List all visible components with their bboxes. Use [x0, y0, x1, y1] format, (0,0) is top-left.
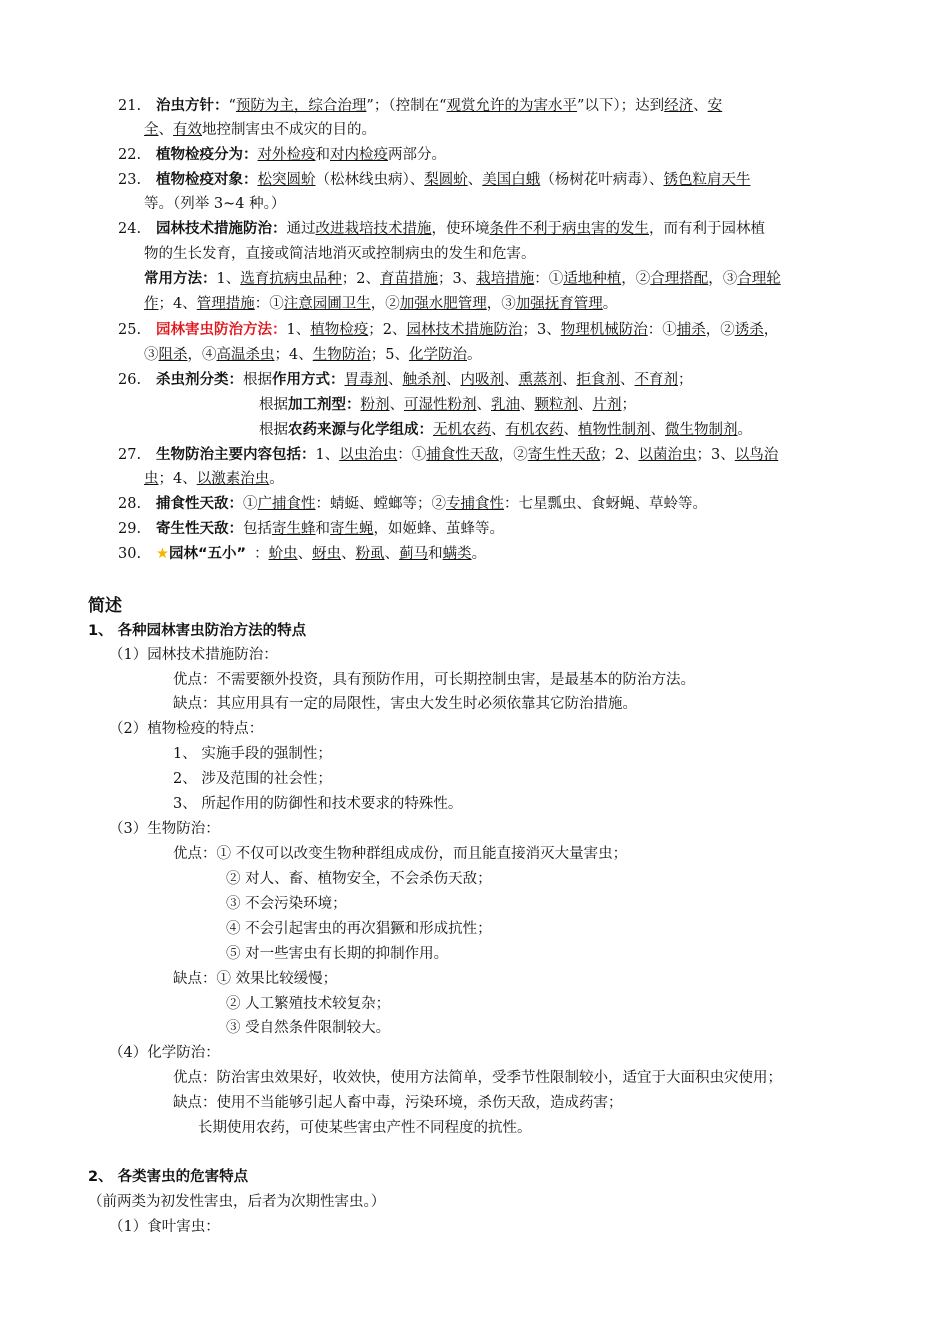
text: 1、	[286, 322, 311, 338]
text: ；5、	[370, 347, 409, 363]
key-term: 合理搭配	[650, 271, 709, 287]
text: ；4、	[158, 296, 197, 312]
text: “	[228, 98, 236, 114]
item-number: 21.	[118, 98, 142, 114]
text: ；3、	[696, 447, 735, 463]
text: 、	[520, 397, 535, 413]
item-label: 园林技术措施防治：	[156, 221, 287, 237]
key-term: 寄生蝇	[330, 521, 374, 537]
key-term: 有效	[173, 122, 202, 138]
disadvantage-text: 缺点：① 效果比较缓慢；	[173, 971, 338, 987]
key-term: 经济	[664, 98, 694, 114]
key-term: 适地种植	[563, 271, 622, 287]
text: 、	[384, 546, 400, 562]
key-term: 乳油	[491, 397, 520, 413]
key-term: 拒食剂	[576, 372, 620, 388]
text: 、	[650, 422, 665, 438]
text: ①	[243, 496, 258, 512]
key-term: 广捕食性	[257, 496, 316, 512]
key-term: 全	[144, 122, 159, 138]
advantage-text: 优点：不需要额外投资，具有预防作用，可长期控制虫害，是最基本的防治方法。	[173, 672, 695, 688]
text: ”；（控制在“	[366, 98, 447, 114]
text: ：①	[397, 447, 427, 463]
text: 。	[471, 546, 487, 562]
key-term: 螨类	[442, 546, 472, 562]
item-27	[118, 445, 778, 465]
key-term: 阻杀	[158, 347, 188, 363]
key-term: 观赏允许的为害水平	[446, 98, 577, 114]
text: 、	[578, 397, 593, 413]
text: ；2、	[368, 322, 407, 338]
text: ；3、	[522, 322, 561, 338]
key-term: 松突圆蚧	[257, 172, 316, 188]
advantage-text: 优点：① 不仅可以改变生物种群组成成份，而且能直接消灭大量害虫；	[173, 846, 628, 862]
text: ，②	[370, 296, 400, 312]
key-term: 锈色粒肩天牛	[663, 172, 751, 188]
text: ，④	[187, 347, 217, 363]
advantage-text: ④ 不会引起害虫的再次猖獗和形成抗性；	[226, 921, 492, 937]
key-term: 蓟马	[399, 546, 429, 562]
key-term: 不育剂	[634, 372, 678, 388]
list-item: 1、 实施手段的强制性；	[173, 746, 332, 762]
text: 和	[315, 521, 330, 537]
text: ：①	[647, 322, 677, 338]
advantage-text: 优点：防治害虫效果好，收效快，使用方法简单，受季节性限制较小，适宜于大面积虫灾使用；	[173, 1070, 782, 1086]
subsection-title: 2、 各类害虫的危害特点	[88, 1169, 249, 1185]
text: 和	[315, 147, 330, 163]
text: ”以下）；达到	[577, 98, 665, 114]
key-term: 植物检疫	[310, 322, 369, 338]
item-25	[118, 320, 778, 340]
text: 、	[388, 372, 403, 388]
key-term: 以鸟治	[734, 447, 779, 463]
text: 、	[297, 546, 313, 562]
text: ：蜻蜓、螳螂等；②	[315, 496, 446, 512]
item-28	[118, 494, 707, 514]
item-number: 26.	[118, 372, 142, 388]
text: ；4、	[274, 347, 313, 363]
key-term: 物理机械防治	[560, 322, 648, 338]
method-heading: （4）化学防治：	[109, 1045, 220, 1061]
item-number: 22.	[118, 147, 142, 163]
disadvantage-text: 长期使用农药，可使某些害虫产性不同程度的抗性。	[198, 1120, 532, 1136]
item-number: 29.	[118, 521, 142, 537]
text: 。	[466, 347, 482, 363]
text: ，③	[486, 296, 516, 312]
item-24-methods	[144, 269, 781, 289]
key-term: 粉剂	[360, 397, 390, 413]
key-term: 加强水肥管理	[399, 296, 487, 312]
list-item: 2、 涉及范围的社会性；	[173, 771, 332, 787]
text: ：	[254, 546, 269, 562]
subsection-title: 1、 各种园林害虫防治方法的特点	[88, 623, 307, 639]
note-text: （前两类为初发性害虫，后者为次期性害虫。）	[88, 1194, 386, 1210]
text: ，②	[498, 447, 528, 463]
sub-label: 作用方式：	[272, 372, 345, 388]
text: 、	[562, 372, 577, 388]
text: 两部分。	[388, 147, 446, 163]
key-term: 高温杀虫	[216, 347, 275, 363]
advantage-text: ⑤ 对一些害虫有长期的抑制作用。	[226, 946, 449, 962]
item-label: 治虫方针：	[156, 98, 229, 114]
item-number: 23.	[118, 172, 142, 188]
key-term: 可湿性粉剂	[404, 397, 477, 413]
text: 包括	[243, 521, 272, 537]
text: （松林线虫病）、	[315, 172, 425, 188]
methods-label: 常用方法：	[144, 271, 217, 287]
key-term: 粉虱	[355, 546, 385, 562]
key-term: 熏蒸剂	[518, 372, 562, 388]
disadvantage-text: ② 人工繁殖技术较复杂；	[226, 996, 391, 1012]
key-term: 以虫治虫	[339, 447, 398, 463]
key-term: 改进栽培技术措施	[315, 221, 432, 237]
item-26-row3	[259, 420, 752, 440]
disadvantage-text: 缺点：使用不当能够引起人畜中毒，污染环境，杀伤天敌，造成药害；	[173, 1095, 623, 1111]
text: 1、	[216, 271, 241, 287]
text: ：①	[534, 271, 564, 287]
text: 物的生长发育，直接或简洁地消灭或控制病虫的发生和危害。	[144, 246, 536, 262]
key-term: 以菌治虫	[638, 447, 697, 463]
key-term: 以激素治虫	[196, 471, 270, 487]
item-30	[118, 544, 486, 564]
text: ，	[763, 322, 779, 338]
sub-label: 农药来源与化学组成：	[288, 422, 433, 438]
item-24-methods-cont	[144, 294, 617, 314]
text: ，②	[705, 322, 735, 338]
key-term: 蚧虫	[268, 546, 298, 562]
text: ；3、	[437, 271, 477, 287]
item-26	[118, 370, 693, 390]
text: ，如姬蜂、茧蜂等。	[373, 521, 504, 537]
key-term: 育苗措施	[379, 271, 438, 287]
key-term: 安	[707, 98, 723, 114]
text: 、	[389, 397, 404, 413]
text: ；2、	[600, 447, 639, 463]
key-term: 对外检疫	[257, 147, 316, 163]
method-heading: （1）食叶害虫：	[109, 1219, 220, 1235]
advantage-text: ② 对人、畜、植物安全，不会杀伤天敌；	[226, 871, 492, 887]
text: 1、	[315, 447, 340, 463]
item-21	[118, 96, 722, 116]
item-23	[118, 170, 751, 190]
text: ；2、	[341, 271, 380, 287]
text: 、	[563, 422, 578, 438]
key-term: 生物防治	[312, 347, 371, 363]
text: 、	[693, 98, 708, 114]
text: 、	[467, 172, 483, 188]
text: ，使环境	[431, 221, 490, 237]
key-term: 内吸剂	[460, 372, 504, 388]
key-term: 对内检疫	[330, 147, 388, 163]
text: ：①	[254, 296, 284, 312]
method-heading: （2）植物检疫的特点：	[109, 721, 264, 737]
item-22	[118, 145, 446, 165]
key-term: 无机农药	[433, 422, 491, 438]
text: 。	[269, 471, 284, 487]
item-label: 植物检疫对象：	[156, 172, 258, 188]
item-24	[118, 219, 765, 239]
key-term: 选育抗病虫品种	[240, 271, 342, 287]
item-29	[118, 519, 504, 539]
key-term: 虫	[144, 471, 159, 487]
item-label: 寄生性天敌：	[156, 521, 243, 537]
key-term: 美国白蛾	[482, 172, 541, 188]
key-term: 捕食性天敌	[426, 447, 499, 463]
item-label-highlight: 园林害虫防治方法：	[156, 322, 287, 338]
key-term: 片剂	[592, 397, 622, 413]
text: 和	[428, 546, 443, 562]
key-term: 梨圆蚧	[424, 172, 468, 188]
list-item: 3、 所起作用的防御性和技术要求的特殊性。	[173, 796, 463, 812]
method-heading: （3）生物防治：	[109, 821, 220, 837]
text: 根据	[243, 372, 272, 388]
key-term: 栽培措施	[476, 271, 535, 287]
text: 。	[602, 296, 618, 312]
key-term: 专捕食性	[446, 496, 504, 512]
text: 、	[476, 397, 491, 413]
item-label: 植物检疫分为：	[156, 147, 258, 163]
advantage-text: ③ 不会污染环境；	[226, 896, 347, 912]
key-term: 加强抚育管理	[515, 296, 603, 312]
text: ：七星瓢虫、食蚜蝇、草蛉等。	[504, 496, 707, 512]
item-24-cont	[144, 244, 536, 264]
item-26-row2	[259, 395, 636, 415]
text: 根据	[259, 397, 288, 413]
key-term: 条件不利于病虫害的发生	[489, 221, 649, 237]
text: ；	[678, 372, 693, 388]
text: 、	[491, 422, 506, 438]
key-term: 寄生性天敌	[527, 447, 601, 463]
item-number: 28.	[118, 496, 142, 512]
text: 根据	[259, 422, 288, 438]
method-heading: （1）园林技术措施防治：	[109, 647, 278, 663]
text: 、	[158, 122, 173, 138]
item-number: 30.	[118, 546, 142, 562]
text: ，而有利于园林植	[649, 221, 765, 237]
key-term: 颗粒剂	[534, 397, 578, 413]
item-number: 25.	[118, 322, 142, 338]
sub-label: 加工剂型：	[288, 397, 361, 413]
item-23-cont	[144, 194, 285, 214]
text: ，③	[708, 271, 738, 287]
text: ，②	[621, 271, 651, 287]
text: （杨树花叶病毒）、	[540, 172, 664, 188]
key-term: 有机农药	[505, 422, 564, 438]
key-term: 触杀剂	[402, 372, 446, 388]
text: 、	[446, 372, 461, 388]
item-label: 捕食性天敌：	[156, 496, 243, 512]
item-label: 杀虫剂分类：	[156, 372, 243, 388]
text: ③	[144, 347, 159, 363]
text: ；	[621, 397, 636, 413]
key-term: 胃毒剂	[344, 372, 388, 388]
key-term: 寄生蜂	[272, 521, 316, 537]
key-term: 管理措施	[196, 296, 255, 312]
text: 等。（列举 3~4 种。）	[144, 196, 286, 212]
key-term: 预防为主，综合治理	[235, 98, 367, 114]
text: 。	[737, 422, 752, 438]
item-label: 生物防治主要内容包括：	[156, 447, 316, 463]
key-term: 合理轮	[737, 271, 781, 287]
key-term: 园林技术措施防治	[406, 322, 523, 338]
text: 、	[620, 372, 635, 388]
text: 地控制害虫不成灾的目的。	[202, 122, 376, 138]
text: 通过	[286, 221, 316, 237]
disadvantage-text: 缺点：其应用具有一定的局限性，害虫大发生时必须依靠其它防治措施。	[173, 696, 637, 712]
item-label: 园林“五小”	[169, 546, 247, 562]
key-term: 注意园圃卫生	[283, 296, 371, 312]
star-icon: ★	[156, 546, 169, 562]
key-term: 蚜虫	[312, 546, 342, 562]
key-term: 诱杀	[734, 322, 764, 338]
text: ；4、	[158, 471, 197, 487]
key-term: 植物性制剂	[578, 422, 651, 438]
key-term: 微生物制剂	[665, 422, 738, 438]
item-21-cont	[144, 120, 376, 140]
key-term: 作	[144, 296, 159, 312]
item-number: 27.	[118, 447, 142, 463]
item-number: 24.	[118, 221, 142, 237]
text: 、	[341, 546, 356, 562]
key-term: 捕杀	[676, 322, 706, 338]
section-title: 简述	[88, 596, 122, 616]
text: 、	[504, 372, 519, 388]
disadvantage-text: ③ 受自然条件限制较大。	[226, 1020, 391, 1036]
item-27-cont	[144, 469, 284, 489]
key-term: 化学防治	[408, 347, 467, 363]
item-25-cont	[144, 345, 481, 365]
